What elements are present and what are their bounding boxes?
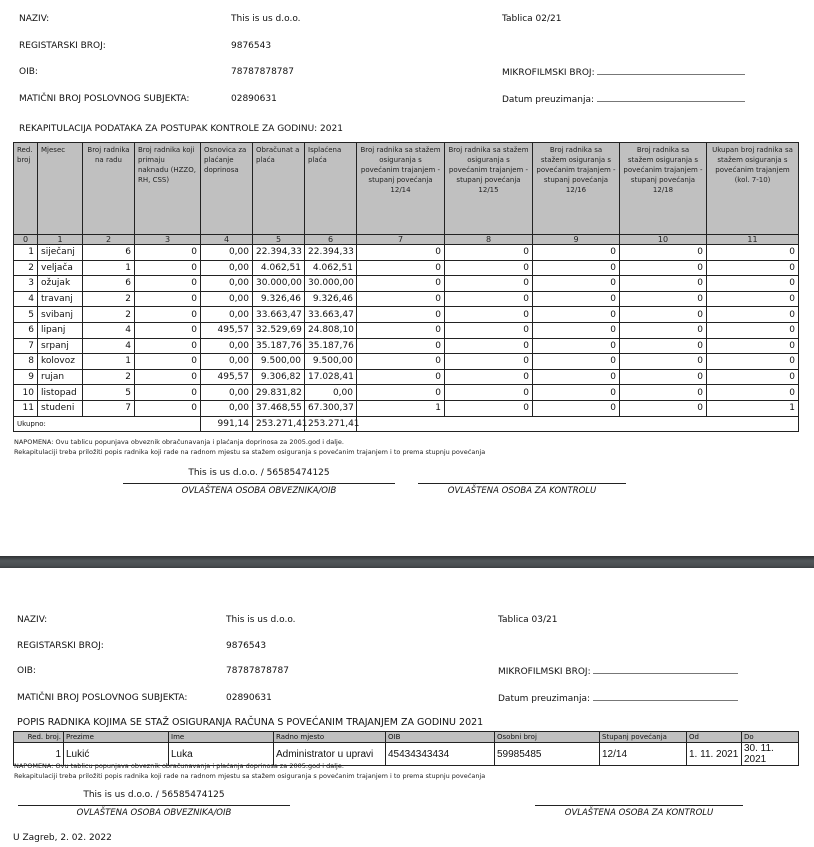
- cell-stupanj-12-15: 0: [445, 307, 533, 323]
- datum-preuzimanja-label: Datum preuzimanja:: [498, 694, 591, 704]
- cell-isplacena-placa: 33.663,47: [305, 307, 357, 323]
- cell-stupanj-12-18: 0: [620, 307, 707, 323]
- cell-broj-radnika-naknada: 0: [135, 260, 201, 276]
- cell-stupanj-12-16: 0: [533, 276, 620, 292]
- cell-stupanj-12-15: 0: [445, 400, 533, 416]
- note-line-1: NAPOMENA: Ovu tablicu popunjava obveznik obračunavanja i plaćanja doprinosa za 2005.god i dalje.: [14, 762, 344, 770]
- cell-isplacena-placa: 24.808,10: [305, 322, 357, 338]
- note-line-1: NAPOMENA: Ovu tablicu popunjava obveznik obračunavanja i plaćanja doprinosa za 2005.god i dalje.: [14, 438, 344, 446]
- cell-broj-radnika-naknada: 0: [135, 307, 201, 323]
- note-line-2: Rekapitulaciji treba priložiti popis radnika koji rade na radnom mjestu sa stažem osiguranja s povećanim trajanjem i to prema stupnju povećanja: [14, 772, 486, 780]
- table-row: [14, 322, 799, 338]
- cell-stupanj-12-16: 0: [533, 322, 620, 338]
- naziv-value: This is us d.o.o.: [231, 14, 301, 24]
- datum-preuzimanja-label: Datum preuzimanja:: [502, 95, 595, 105]
- cell-red-broj: 11: [14, 400, 38, 416]
- cell-broj-radnika-na-radu: 1: [83, 354, 135, 370]
- cell-stupanj-12-14: 0: [357, 322, 445, 338]
- naziv-label: NAZIV:: [19, 14, 50, 24]
- cell-ukupno-povecani: 0: [707, 369, 799, 385]
- cell-stupanj-12-15: 0: [445, 322, 533, 338]
- cell-mjesec: lipanj: [38, 322, 83, 338]
- cell-stupanj-12-16: 0: [533, 245, 620, 261]
- cell-osnovica: 0,00: [201, 307, 253, 323]
- cell-red-broj: 10: [14, 385, 38, 401]
- cell-osnovica: 0,00: [201, 354, 253, 370]
- cell-osnovica: 0,00: [201, 400, 253, 416]
- cell-isplacena-placa: 35.187,76: [305, 338, 357, 354]
- column-number: 0: [14, 235, 38, 245]
- cell-mjesec: kolovoz: [38, 354, 83, 370]
- header-obracunata-placa: Obračunat a plaća: [253, 143, 305, 235]
- column-number: 6: [305, 235, 357, 245]
- cell-stupanj-povecanja: 12/14: [600, 743, 687, 766]
- header-broj-radnika-na-radu: Broj radnika na radu: [83, 143, 135, 235]
- cell-broj-radnika-na-radu: 2: [83, 307, 135, 323]
- header-broj-radnika-naknada: Broj radnika koji primaju naknadu (HZZO, RH, CSS): [135, 143, 201, 235]
- registarski-broj-value: 9876543: [226, 641, 267, 651]
- cell-mjesec: veljača: [38, 260, 83, 276]
- cell-osnovica: 0,00: [201, 385, 253, 401]
- cell-oib: 45434343434: [386, 743, 495, 766]
- cell-obracunata-placa: 9.306,82: [253, 369, 305, 385]
- header-od: Od: [687, 732, 742, 743]
- column-number: 2: [83, 235, 135, 245]
- cell-stupanj-12-14: 0: [357, 276, 445, 292]
- cell-isplacena-placa: 9.326,46: [305, 291, 357, 307]
- maticni-broj-value: 02890631: [231, 94, 277, 104]
- cell-obracunata-placa: 35.187,76: [253, 338, 305, 354]
- page-separator: [0, 556, 814, 568]
- cell-mjesec: studeni: [38, 400, 83, 416]
- oib-label: OIB:: [19, 67, 38, 77]
- table-row: [14, 307, 799, 323]
- cell-broj-radnika-na-radu: 6: [83, 276, 135, 292]
- header-ime: Ime: [169, 732, 274, 743]
- cell-stupanj-12-16: 0: [533, 369, 620, 385]
- cell-stupanj-12-18: 0: [620, 291, 707, 307]
- cell-obracunata-placa: 29.831,82: [253, 385, 305, 401]
- cell-isplacena-placa: 17.028,41: [305, 369, 357, 385]
- place-and-date: U Zagreb, 2. 02. 2022: [13, 833, 112, 843]
- total-obracunata-placa: 253.271,41: [253, 416, 305, 431]
- registarski-broj-value: 9876543: [231, 41, 272, 51]
- cell-stupanj-12-18: 0: [620, 369, 707, 385]
- cell-osnovica: 0,00: [201, 260, 253, 276]
- oib-label: OIB:: [17, 666, 36, 676]
- signature-label-kontrola: OVLAŠTENA OSOBA ZA KONTROLU: [564, 808, 714, 818]
- cell-isplacena-placa: 4.062,51: [305, 260, 357, 276]
- table-row: [14, 385, 799, 401]
- cell-ukupno-povecani: 0: [707, 291, 799, 307]
- cell-ukupno-povecani: 0: [707, 245, 799, 261]
- column-number: 9: [533, 235, 620, 245]
- cell-mjesec: srpanj: [38, 338, 83, 354]
- signature-line-kontrola: [418, 483, 626, 484]
- registarski-broj-label: REGISTARSKI BROJ:: [19, 41, 106, 51]
- recap-column-number-row: [14, 235, 799, 245]
- header-stupanj-povecanja: Stupanj povećanja: [600, 732, 687, 743]
- recap-table-body: [14, 245, 799, 417]
- cell-obracunata-placa: 4.062,51: [253, 260, 305, 276]
- cell-mjesec: rujan: [38, 369, 83, 385]
- cell-stupanj-12-15: 0: [445, 245, 533, 261]
- cell-stupanj-12-16: 0: [533, 260, 620, 276]
- cell-broj-radnika-naknada: 0: [135, 400, 201, 416]
- cell-stupanj-12-14: 0: [357, 260, 445, 276]
- oib-value: 78787878787: [226, 666, 289, 676]
- cell-prezime: Lukić: [64, 743, 169, 766]
- cell-ukupno-povecani: 0: [707, 354, 799, 370]
- cell-stupanj-12-16: 0: [533, 385, 620, 401]
- table-row: [14, 291, 799, 307]
- cell-stupanj-12-18: 0: [620, 338, 707, 354]
- cell-obracunata-placa: 37.468,55: [253, 400, 305, 416]
- header-oib: OIB: [386, 732, 495, 743]
- column-number: 4: [201, 235, 253, 245]
- cell-stupanj-12-14: 0: [357, 385, 445, 401]
- cell-obracunata-placa: 9.326,46: [253, 291, 305, 307]
- cell-stupanj-12-14: 0: [357, 245, 445, 261]
- cell-stupanj-12-15: 0: [445, 369, 533, 385]
- signature-line-obveznik: [18, 805, 290, 806]
- datum-preuzimanja-field: [498, 693, 738, 704]
- cell-broj-radnika-na-radu: 2: [83, 291, 135, 307]
- table-row: [14, 245, 799, 261]
- recap-header-row: [14, 143, 799, 235]
- employee-list-title: POPIS RADNIKA KOJIMA SE STAŽ OSIGURANJA RAČUNA S POVEĆANIM TRAJANJEM ZA GODINU 2021: [17, 717, 484, 728]
- column-number: 10: [620, 235, 707, 245]
- column-number: 11: [707, 235, 799, 245]
- signature-label-obveznik: OVLAŠTENA OSOBA OBVEZNIKA/OIB: [181, 486, 337, 496]
- header-red-broj: Red. broj: [14, 143, 38, 235]
- signature-label-obveznik: OVLAŠTENA OSOBA OBVEZNIKA/OIB: [76, 808, 232, 818]
- cell-mjesec: ožujak: [38, 276, 83, 292]
- cell-stupanj-12-16: 0: [533, 338, 620, 354]
- maticni-broj-value: 02890631: [226, 693, 272, 703]
- note-line-2: Rekapitulaciji treba priložiti popis radnika koji rade na radnom mjestu sa stažem osiguranja s povećanim trajanjem i to prema stupnju povećanja: [14, 448, 486, 456]
- maticni-broj-label: MATIČNI BROJ POSLOVNOG SUBJEKTA:: [17, 693, 188, 703]
- cell-broj-radnika-naknada: 0: [135, 322, 201, 338]
- cell-red-broj: 7: [14, 338, 38, 354]
- header-osnovica: Osnovica za plaćanje doprinosa: [201, 143, 253, 235]
- cell-osnovica: 495,57: [201, 369, 253, 385]
- cell-broj-radnika-naknada: 0: [135, 338, 201, 354]
- header-stupanj-12-18: Broj radnika sa stažem osiguranja s povećanim trajanjem - stupanj povećanja 12/18: [620, 143, 707, 235]
- cell-ukupno-povecani: 0: [707, 307, 799, 323]
- signatory-name: This is us d.o.o. / 56585474125: [83, 790, 225, 800]
- column-number: 3: [135, 235, 201, 245]
- cell-stupanj-12-18: 0: [620, 322, 707, 338]
- mikrofilmski-broj-blank: [597, 67, 745, 75]
- recap-title: REKAPITULACIJA PODATAKA ZA POSTUPAK KONTROLE ZA GODINU: 2021: [19, 124, 343, 134]
- cell-broj-radnika-naknada: 0: [135, 354, 201, 370]
- header-red-broj: Red. broj.: [14, 732, 64, 743]
- cell-stupanj-12-15: 0: [445, 338, 533, 354]
- totals-empty-cell: [357, 416, 799, 431]
- cell-obracunata-placa: 32.529,69: [253, 322, 305, 338]
- cell-broj-radnika-na-radu: 6: [83, 245, 135, 261]
- cell-osnovica: 495,57: [201, 322, 253, 338]
- cell-red-broj: 3: [14, 276, 38, 292]
- cell-ukupno-povecani: 0: [707, 385, 799, 401]
- cell-stupanj-12-14: 0: [357, 369, 445, 385]
- cell-obracunata-placa: 30.000,00: [253, 276, 305, 292]
- cell-stupanj-12-18: 0: [620, 354, 707, 370]
- cell-broj-radnika-na-radu: 7: [83, 400, 135, 416]
- registarski-broj-label: REGISTARSKI BROJ:: [17, 641, 104, 651]
- employee-header-row: [14, 732, 799, 743]
- column-number: 5: [253, 235, 305, 245]
- cell-obracunata-placa: 9.500,00: [253, 354, 305, 370]
- cell-stupanj-12-15: 0: [445, 385, 533, 401]
- cell-ukupno-povecani: 0: [707, 338, 799, 354]
- cell-isplacena-placa: 67.300,37: [305, 400, 357, 416]
- header-do: Do: [742, 732, 799, 743]
- header-mjesec: Mjesec: [38, 143, 83, 235]
- oib-value: 78787878787: [231, 67, 294, 77]
- cell-broj-radnika-na-radu: 1: [83, 260, 135, 276]
- cell-broj-radnika-na-radu: 2: [83, 369, 135, 385]
- table-row: [14, 400, 799, 416]
- cell-red-broj: 8: [14, 354, 38, 370]
- header-prezime: Prezime: [64, 732, 169, 743]
- datum-preuzimanja-blank: [593, 693, 738, 701]
- mikrofilmski-broj-label: MIKROFILMSKI BROJ:: [502, 68, 595, 78]
- tablica-number: Tablica 03/21: [498, 615, 558, 625]
- cell-stupanj-12-14: 1: [357, 400, 445, 416]
- cell-stupanj-12-16: 0: [533, 291, 620, 307]
- signature-label-kontrola: OVLAŠTENA OSOBA ZA KONTROLU: [447, 486, 597, 496]
- mikrofilmski-broj-label: MIKROFILMSKI BROJ:: [498, 667, 591, 677]
- header-stupanj-12-16: Broj radnika sa stažem osiguranja s povećanim trajanjem - stupanj povećanja 12/16: [533, 143, 620, 235]
- cell-isplacena-placa: 30.000,00: [305, 276, 357, 292]
- cell-red-broj: 1: [14, 245, 38, 261]
- cell-broj-radnika-naknada: 0: [135, 291, 201, 307]
- signature-line-obveznik: [123, 483, 395, 484]
- cell-od: 1. 11. 2021: [687, 743, 742, 766]
- cell-red-broj: 1: [14, 743, 64, 766]
- cell-stupanj-12-14: 0: [357, 291, 445, 307]
- signature-line-kontrola: [535, 805, 743, 806]
- cell-stupanj-12-15: 0: [445, 354, 533, 370]
- cell-stupanj-12-16: 0: [533, 400, 620, 416]
- cell-isplacena-placa: 9.500,00: [305, 354, 357, 370]
- cell-red-broj: 9: [14, 369, 38, 385]
- cell-broj-radnika-naknada: 0: [135, 385, 201, 401]
- cell-ukupno-povecani: 0: [707, 276, 799, 292]
- header-stupanj-12-15: Broj radnika sa stažem osiguranja s povećanim trajanjem - stupanj povećanja 12/15: [445, 143, 533, 235]
- cell-stupanj-12-15: 0: [445, 260, 533, 276]
- header-osobni-broj: Osobni broj: [495, 732, 600, 743]
- cell-do: 30. 11. 2021: [742, 743, 799, 766]
- cell-ukupno-povecani: 1: [707, 400, 799, 416]
- total-osnovica: 991,14: [201, 416, 253, 431]
- cell-broj-radnika-naknada: 0: [135, 369, 201, 385]
- cell-stupanj-12-16: 0: [533, 354, 620, 370]
- cell-mjesec: svibanj: [38, 307, 83, 323]
- datum-preuzimanja-field: [502, 94, 745, 105]
- cell-red-broj: 6: [14, 322, 38, 338]
- cell-ukupno-povecani: 0: [707, 260, 799, 276]
- cell-obracunata-placa: 22.394,33: [253, 245, 305, 261]
- column-number: 1: [38, 235, 83, 245]
- cell-mjesec: listopad: [38, 385, 83, 401]
- cell-broj-radnika-na-radu: 4: [83, 338, 135, 354]
- cell-osobni-broj: 59985485: [495, 743, 600, 766]
- cell-stupanj-12-14: 0: [357, 307, 445, 323]
- cell-osnovica: 0,00: [201, 245, 253, 261]
- datum-preuzimanja-blank: [597, 94, 745, 102]
- cell-broj-radnika-na-radu: 5: [83, 385, 135, 401]
- signatory-name: This is us d.o.o. / 56585474125: [188, 468, 330, 478]
- cell-stupanj-12-18: 0: [620, 385, 707, 401]
- cell-stupanj-12-18: 0: [620, 276, 707, 292]
- recap-totals-row: [14, 416, 799, 431]
- cell-ukupno-povecani: 0: [707, 322, 799, 338]
- maticni-broj-label: MATIČNI BROJ POSLOVNOG SUBJEKTA:: [19, 94, 190, 104]
- cell-stupanj-12-15: 0: [445, 291, 533, 307]
- cell-stupanj-12-18: 0: [620, 245, 707, 261]
- cell-stupanj-12-14: 0: [357, 354, 445, 370]
- total-isplacena-placa: 253.271,41: [305, 416, 357, 431]
- naziv-value: This is us d.o.o.: [226, 615, 296, 625]
- naziv-label: NAZIV:: [17, 615, 48, 625]
- column-number: 8: [445, 235, 533, 245]
- cell-osnovica: 0,00: [201, 276, 253, 292]
- header-isplacena-placa: Isplaćena plaća: [305, 143, 357, 235]
- cell-broj-radnika-naknada: 0: [135, 276, 201, 292]
- totals-label: Ukupno:: [14, 416, 201, 431]
- cell-stupanj-12-18: 0: [620, 400, 707, 416]
- header-stupanj-12-14: Broj radnika sa stažem osiguranja s povećanim trajanjem - stupanj povećanja 12/14: [357, 143, 445, 235]
- cell-red-broj: 5: [14, 307, 38, 323]
- mikrofilmski-broj-field: [498, 666, 738, 677]
- tablica-number: Tablica 02/21: [502, 14, 562, 24]
- mikrofilmski-broj-field: [502, 67, 745, 78]
- table-row: [14, 260, 799, 276]
- cell-red-broj: 2: [14, 260, 38, 276]
- table-row: [14, 276, 799, 292]
- cell-isplacena-placa: 0,00: [305, 385, 357, 401]
- cell-mjesec: siječanj: [38, 245, 83, 261]
- cell-osnovica: 0,00: [201, 291, 253, 307]
- cell-mjesec: travanj: [38, 291, 83, 307]
- cell-radno-mjesto: Administrator u upravi: [274, 743, 386, 766]
- cell-obracunata-placa: 33.663,47: [253, 307, 305, 323]
- column-number: 7: [357, 235, 445, 245]
- mikrofilmski-broj-blank: [593, 666, 738, 674]
- cell-isplacena-placa: 22.394,33: [305, 245, 357, 261]
- cell-stupanj-12-14: 0: [357, 338, 445, 354]
- header-ukupno-povecani: Ukupan broj radnika sa stažem osiguranja s povećanim trajanjem (kol. 7-10): [707, 143, 799, 235]
- cell-osnovica: 0,00: [201, 338, 253, 354]
- cell-broj-radnika-na-radu: 4: [83, 322, 135, 338]
- table-row: [14, 369, 799, 385]
- table-row: [14, 338, 799, 354]
- table-row: [14, 354, 799, 370]
- cell-ime: Luka: [169, 743, 274, 766]
- cell-red-broj: 4: [14, 291, 38, 307]
- cell-stupanj-12-18: 0: [620, 260, 707, 276]
- page-tablica-03: [0, 571, 814, 847]
- cell-broj-radnika-naknada: 0: [135, 245, 201, 261]
- cell-stupanj-12-15: 0: [445, 276, 533, 292]
- header-radno-mjesto: Radno mjesto: [274, 732, 386, 743]
- recap-table: [13, 142, 799, 432]
- cell-stupanj-12-16: 0: [533, 307, 620, 323]
